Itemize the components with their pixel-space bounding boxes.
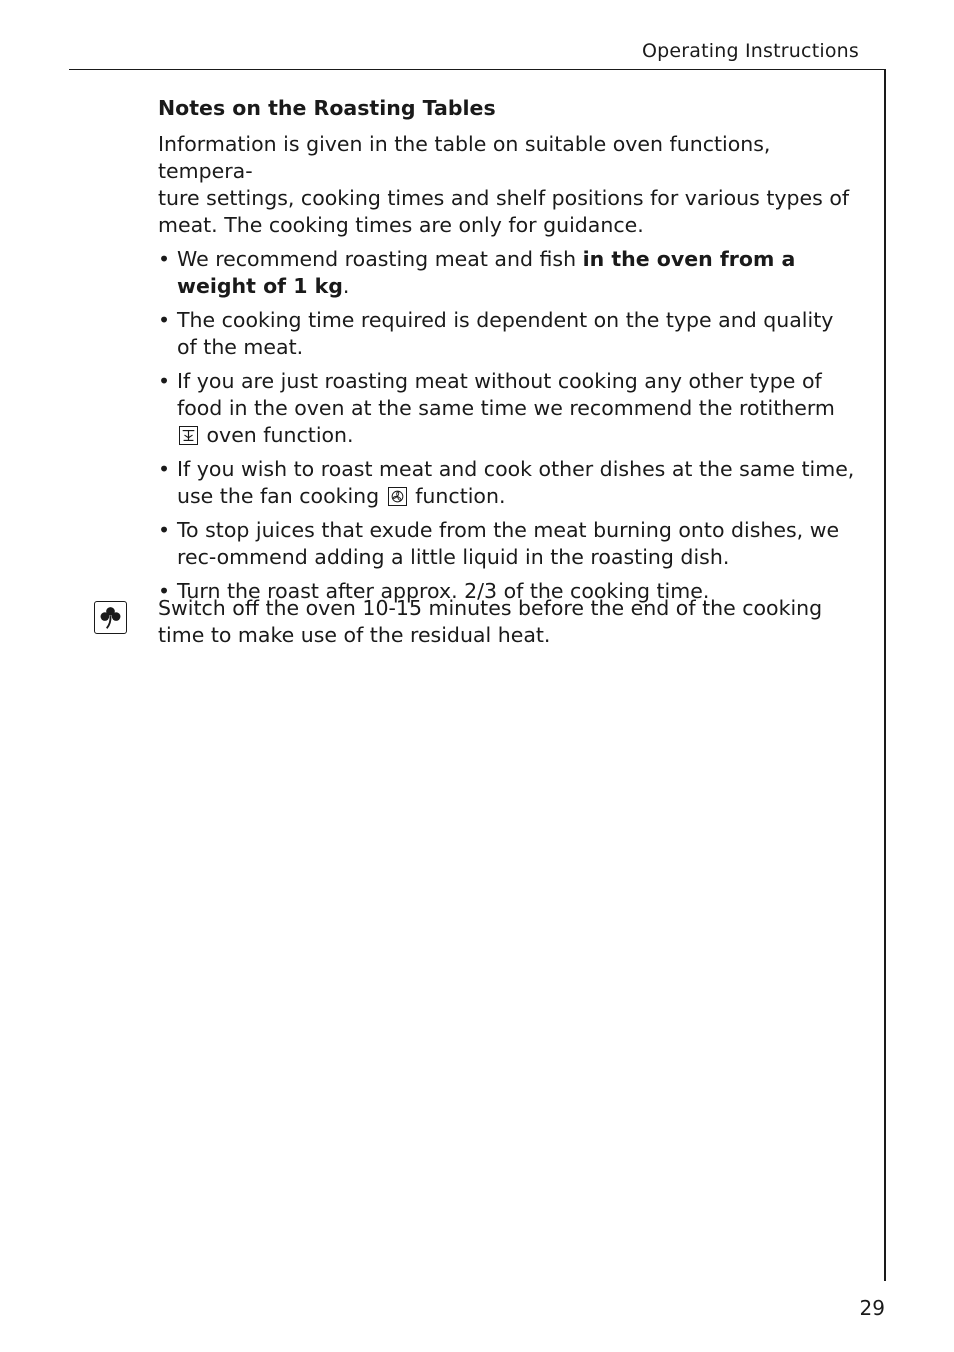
margin-rule [884,69,886,1281]
item-text: If you wish to roast meat and cook other dishes at the same time, use the fan cooking [177,457,855,508]
list-item [158,246,858,300]
tip-paragraph: Switch off the oven 10-15 minutes before the end of the cooking time to make use of the residual heat. [158,596,823,647]
list-item [158,307,858,361]
bullet-marker: • [158,457,171,481]
section-title: Notes on the Roasting Tables [158,96,496,120]
item-text: oven function. [200,423,354,447]
item-text-bold: in the oven from a weight of 1 kg [177,247,796,298]
intro-line: meat. The cooking times are only for guidance. [158,213,644,237]
item-text: The cooking time required is dependent on the type and quality of the meat. [177,308,834,359]
item-text: We recommend roasting meat and fish [177,247,583,271]
bullet-marker: • [158,579,171,603]
intro-line: Information is given in the table on suitable oven functions, tempera- [158,132,771,183]
bullet-marker: • [158,369,171,393]
list-item [158,517,858,571]
header-rule [69,69,886,70]
roasting-notes-section [158,95,858,612]
bullet-marker: • [158,247,171,271]
intro-paragraph [158,131,858,239]
list-item [158,456,858,510]
intro-line: ture settings, cooking times and shelf positions for various types of [158,186,850,210]
notes-list [158,246,858,605]
clover-tip-icon [94,601,127,634]
item-text: function. [408,484,506,508]
rotitherm-icon [179,426,198,445]
item-text: . [342,274,350,298]
running-header: Operating Instructions [641,40,859,62]
bullet-marker: • [158,518,171,542]
item-text: If you are just roasting meat without cooking any other type of food in the oven at the same time we recommend the rotitherm [177,369,835,420]
fan-cooking-icon [388,487,407,506]
list-item [158,368,858,449]
item-text: Turn the roast after approx. 2/3 of the cooking time. [177,579,710,603]
bullet-marker: • [158,308,171,332]
page-number: 29 [859,1296,885,1320]
item-text: To stop juices that exude from the meat burning onto dishes, we rec-ommend adding a little liquid in the roasting dish. [177,518,840,569]
